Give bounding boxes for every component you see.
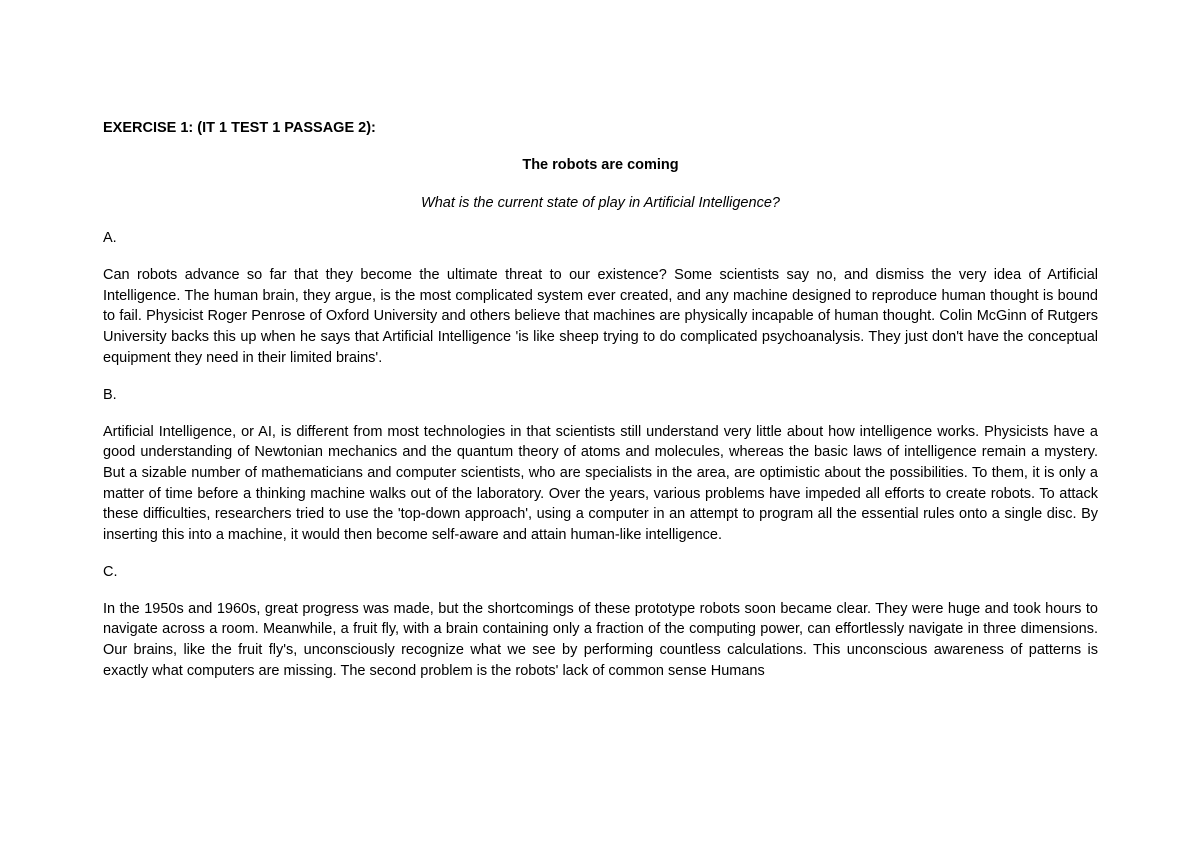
section-letter-b: B. [103,386,117,403]
passage-title: The robots are coming [522,157,679,173]
exercise-heading: EXERCISE 1: (IT 1 TEST 1 PASSAGE 2): [103,120,376,136]
section-letter-c: C. [103,563,118,580]
section-paragraph-c: In the 1950s and 1960s, great progress was made, but the shortcomings of these prototype robots soon became clear. They were huge and took hours to navigate across a room. Meanwhile, a fruit fly, with a brain containing only a fraction of the computing power, can effortlessly navigate in three dimensions. Our brains, like the fruit fly's, unconsciously recognize what we see by performing countless calculations. This unconscious awareness of patterns is exactly what computers are missing. The second problem is the robots' lack of common sense Humans [103,600,1098,679]
passage-subtitle: What is the current state of play in Artificial Intelligence? [421,195,780,211]
section-letter-a: A. [103,230,117,246]
section-paragraph-a: Can robots advance so far that they become the ultimate threat to our existence? Some scientists say no, and dismiss the very idea of Artificial Intelligence. The human brain, they argue, is the most complicated system ever created, and any machine designed to reproduce human thought is bound to fail. Physicist Roger Penrose of Oxford University and others believe that machines are physically incapable of human thought. Colin McGinn of Rutgers University backs this up when he says that Artificial Intelligence 'is like sheep trying to do complicated psychoanalysis. They just don't have the conceptual equipment they need in their limited brains'. [103,267,1098,366]
document-page [103,118,1098,698]
section-paragraph-b: Artificial Intelligence, or AI, is different from most technologies in that scientists still understand very little about how intelligence works. Physicists have a good understanding of Newtonian mechanics and the quantum theory of atoms and molecules, whereas the basic laws of intelligence remain a mystery. But a sizable number of mathematicians and computer scientists, who are specialists in the area, are optimistic about the possibilities. To them, it is only a matter of time before a thinking machine walks out of the laboratory. Over the years, various problems have impeded all efforts to create robots. To attack these difficulties, researchers tried to use the 'top-down approach', using a computer in an attempt to program all the essential rules onto a single disc. By inserting this into a machine, it would then become self-aware and attain human-like intelligence. [103,423,1098,544]
